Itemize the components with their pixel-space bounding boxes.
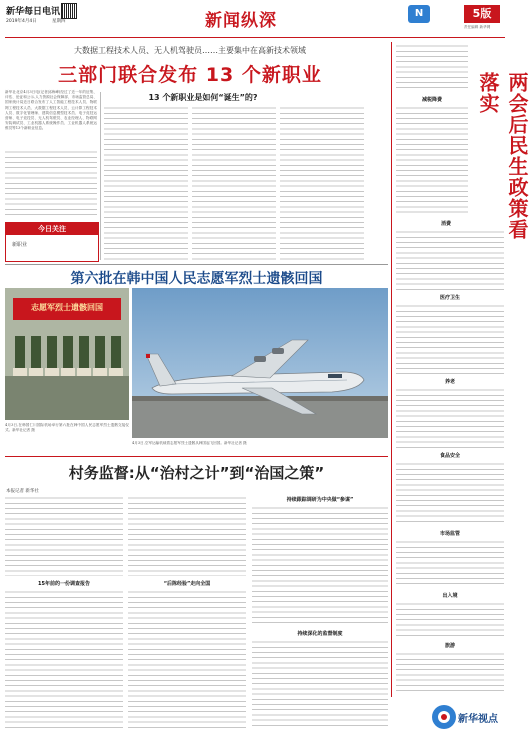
- news-logo-icon: N: [408, 5, 430, 23]
- sidebar-section-4: [396, 452, 504, 459]
- top-story-body-col-1: [104, 106, 188, 260]
- sidebar-divider: [391, 42, 392, 697]
- top-story-lead-column: [5, 90, 97, 132]
- sidebar-section-title: 减税降费: [421, 97, 442, 103]
- sidebar-text-block-4: [396, 462, 504, 526]
- masthead: [0, 0, 510, 40]
- sidebar-text-block-2: [396, 304, 504, 374]
- sidebar-section-title: 消费: [440, 221, 451, 227]
- sidebar-section-3: [396, 378, 504, 385]
- sidebar-headline-text: 两会后民生政策看落实: [476, 72, 529, 240]
- photo-story-rule: [5, 264, 388, 265]
- bottom-story-col-2b: [128, 590, 246, 730]
- bottom-story-byline: 本报记者 新华社: [6, 489, 39, 494]
- bottom-story-col-3b: [252, 640, 388, 730]
- sidebar-section-2: [396, 294, 504, 301]
- sidebar-section-7: [396, 642, 504, 649]
- xinhua-shidian-logo: [430, 700, 508, 734]
- focus-item[interactable]: 新职业: [12, 242, 28, 248]
- bottom-story-col-3a: [252, 506, 388, 626]
- issue-date: 2019年4月4日: [6, 19, 37, 24]
- sidebar-text-block-5: [396, 540, 504, 588]
- sidebar-section-title: 市场监管: [439, 531, 460, 537]
- page-editors: 责任编辑 新华网: [464, 25, 491, 29]
- top-story-body-col-2: [192, 106, 276, 260]
- bottom-story-col-2a: [128, 496, 246, 576]
- top-story-kicker: 大数据工程技术人员、无人机驾驶员……主要集中在高新技术领域: [74, 46, 306, 55]
- bottom-story-col-1a: [5, 496, 123, 576]
- page-number: 5版: [472, 7, 492, 20]
- bottom-story-col-1b: [5, 590, 123, 730]
- sidebar-section-0: [396, 96, 468, 103]
- bottom-story-rule: [5, 456, 388, 457]
- bottom-subhead-1: 15年前的一份调查报告: [38, 581, 90, 587]
- sidebar-text-col: [396, 44, 468, 92]
- sidebar-text-block-3: [396, 388, 504, 448]
- column-divider: [100, 92, 101, 260]
- top-story-subhead: 13 个新职业是如何“诞生”的?: [148, 93, 258, 102]
- sidebar-text-block-1: [396, 230, 504, 290]
- sidebar-section-1: [396, 220, 496, 227]
- photo-story-headline: 第六批在韩中国人民志愿军烈士遗骸回国: [70, 271, 323, 287]
- paper-name: 新华每日电讯: [6, 7, 61, 17]
- sidebar-section-title: 医疗卫生: [439, 295, 460, 301]
- sidebar-section-title: 出入境: [442, 593, 458, 599]
- top-story-lead: 新华社北京4月3日电(记者邱海峰)经过了近一年的征集、评估、论证和公示,人力资源社会保障部、市场监管总局、国家统计局近日联合发布了人工智能工程技术人员、物联网工程技术人员、大数据工程技术人员、云计算工程技术人员、数字化管理师、建筑信息模型技术员、电子竞技运营师、电子竞技员、无人机驾驶员、农业经理人、物联网安装调试员、工业机器人系统操作员、工业机器人系统运维员等13个新职业信息。: [5, 90, 97, 131]
- sidebar-section-5: [396, 530, 504, 537]
- sidebar-section-title: 旅游: [444, 643, 455, 649]
- top-story-body-col-3: [280, 106, 364, 260]
- bottom-story-headline: 村务监督:从“治村之计”到“治国之策”: [68, 464, 325, 482]
- top-story-filler-column: [5, 150, 97, 218]
- issue-weekday: 星期四: [52, 19, 66, 24]
- caption-right: 4月3日,空军运输机载着志愿军烈士遗骸从韩国起飞回国。新华社记者 摄: [132, 441, 247, 445]
- caption-left: 4月3日,在韩国仁川国际机场举行第六批在韩中国人民志愿军烈士遗骸交接仪式。新华社记者 摄: [5, 423, 129, 433]
- ceremony-banner-text: 志愿军烈士遗骸回国: [31, 303, 103, 312]
- page-number-badge: [464, 5, 500, 23]
- focus-box: [5, 222, 99, 262]
- aircraft-photo: [132, 288, 388, 438]
- logo-text: 新华视点: [458, 714, 498, 725]
- section-title: 新闻纵深: [205, 11, 277, 31]
- masthead-rule: [5, 37, 505, 38]
- qr-code-icon: [62, 4, 76, 18]
- focus-label: 今日关注: [6, 223, 98, 235]
- sidebar-text-block-0: [396, 106, 468, 216]
- bottom-subhead-4: 持续跟踪调研为中央做“参谋”: [286, 497, 354, 503]
- top-story-headline: 三部门联合发布 13 个新职业: [58, 64, 322, 86]
- sidebar-section-title: 养老: [444, 379, 455, 385]
- sidebar-section-6: [396, 592, 504, 599]
- sidebar-text-block-6: [396, 602, 504, 638]
- sidebar-text-block-7: [396, 652, 504, 692]
- bottom-subhead-3: “后陈经验”走向全国: [163, 581, 211, 587]
- ceremony-photo: [5, 288, 129, 420]
- bottom-subhead-2: 持续深化的监督制度: [297, 631, 343, 637]
- sidebar-section-title: 食品安全: [439, 453, 460, 459]
